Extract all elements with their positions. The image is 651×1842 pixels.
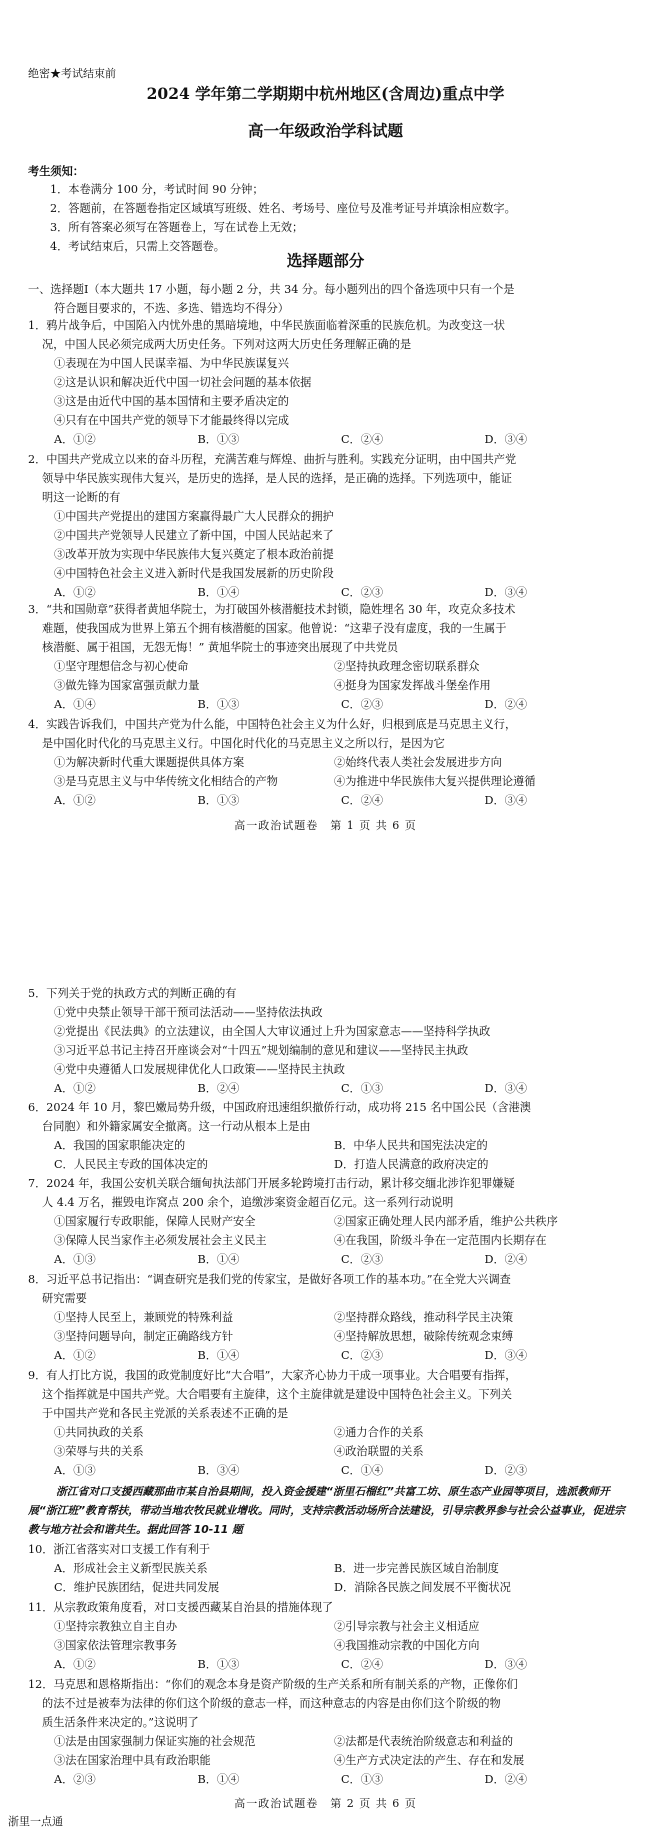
statement-option: ④中国特色社会主义进入新时代是我国发展新的历史阶段 bbox=[54, 567, 334, 580]
exam-subtitle: 高一年级政治学科试题 bbox=[247, 121, 403, 140]
statement-option: ①为解决新时代重大课题提供具体方案 bbox=[54, 756, 245, 769]
page-footer: 高一政治试题卷 第 1 页 共 6 页 bbox=[234, 819, 417, 832]
statement-option: ③是马克思主义与中华传统文化相结合的产物 bbox=[54, 775, 278, 788]
choice-b: B．①③ bbox=[197, 698, 240, 711]
choice-b: B．①④ bbox=[197, 586, 240, 599]
question-12 bbox=[28, 1675, 628, 1789]
statement-option: ④挺身为国家发挥战斗堡垒作用 bbox=[334, 679, 491, 692]
choice-a: A．①② bbox=[54, 794, 96, 807]
question-stem: 11．从宗教政策角度看，对口支援西藏某自治县的措施体现了 bbox=[28, 1601, 334, 1614]
notice-item: 1．本卷满分 100 分，考试时间 90 分钟； bbox=[50, 183, 264, 196]
question-stem: 9．有人打比方说，我国的政党制度好比“大合唱”，大家齐心协力干成一项事业。大合唱要有指挥， bbox=[28, 1369, 517, 1382]
statement-row bbox=[28, 1308, 628, 1327]
answer-row bbox=[28, 1578, 628, 1597]
choice-c: C．①④ bbox=[341, 1464, 384, 1477]
choice-c: C．人民民主专政的国体决定的 bbox=[54, 1158, 208, 1171]
question-stem: 5．下列关于党的执政方式的判断正确的有 bbox=[28, 987, 237, 1000]
statement-option: ②中国共产党领导人民建立了新中国，中国人民站起来了 bbox=[54, 529, 334, 542]
choice-c: C．②③ bbox=[341, 1253, 384, 1266]
page-footer: 高一政治试题卷 第 2 页 共 6 页 bbox=[234, 1797, 417, 1810]
question-8 bbox=[28, 1270, 628, 1365]
choice-b: B．②④ bbox=[197, 1082, 240, 1095]
answer-row bbox=[28, 1559, 628, 1578]
choice-b: B．中华人民共和国宪法决定的 bbox=[334, 1139, 488, 1152]
choice-b: B．①④ bbox=[197, 1773, 240, 1786]
choice-a: A．②③ bbox=[54, 1773, 96, 1786]
statement-option: ②这是认识和解决近代中国一切社会问题的基本依据 bbox=[54, 376, 312, 389]
statement-option: ②坚持群众路线，推动科学民主决策 bbox=[334, 1311, 514, 1324]
statement-option: ③国家依法管理宗教事务 bbox=[54, 1639, 178, 1652]
question-stem: 的法不过是被奉为法律的你们这个阶级的意志一样，而这种意志的内容是由你们这个阶级的物 bbox=[42, 1697, 501, 1710]
exam-title: 2024 学年第二学期期中杭州地区(含周边)重点中学 bbox=[146, 84, 505, 103]
answer-choices bbox=[28, 1346, 628, 1365]
section-title: 选择题部分 bbox=[286, 251, 365, 270]
watermark: 浙里一点通 bbox=[8, 1815, 63, 1828]
question-stem: 12．马克思和恩格斯指出：“你们的观念本身是资产阶级的生产关系和所有制关系的产物，正像你们 bbox=[28, 1678, 518, 1691]
question-stem: 4．实践告诉我们，中国共产党为什么能，中国特色社会主义为什么好，归根到底是马克思主义行， bbox=[28, 718, 517, 731]
question-stem: 明这一论断的有 bbox=[42, 491, 121, 504]
statement-option: ②法都是代表统治阶级意志和利益的 bbox=[334, 1735, 514, 1748]
reading-material: 浙江省对口支援西藏那曲市某自治县期间，投入资金援建“浙里石榴红”共富工坊、原生态产业园等项目，选派教师开展“浙江班”教育帮扶，带动当地农牧民就业增收。同时，支持宗教活动场所合法建设，引导宗教界参与社会公益事业，促进宗教与地方社会和谐共生。据此回答 10-11 题 bbox=[28, 1485, 625, 1536]
answer-choices bbox=[28, 791, 628, 810]
answer-choices bbox=[28, 1655, 628, 1674]
question-9 bbox=[28, 1366, 628, 1480]
statement-option: ①坚守理想信念与初心使命 bbox=[54, 660, 189, 673]
statement-row bbox=[28, 1617, 628, 1636]
question-6 bbox=[28, 1098, 628, 1174]
choice-a: A．①④ bbox=[54, 698, 96, 711]
statement-option: ④政治联盟的关系 bbox=[334, 1445, 424, 1458]
choice-a: A．形成社会主义新型民族关系 bbox=[54, 1562, 208, 1575]
statement-option: ④我国推动宗教的中国化方向 bbox=[334, 1639, 480, 1652]
choice-d: D．打造人民满意的政府决定的 bbox=[334, 1158, 489, 1171]
section-intro-line: 一、选择题Ⅰ（本大题共 17 小题，每小题 2 分，共 34 分。每小题列出的四个备选项中只有一个是 bbox=[28, 283, 515, 296]
choice-a: A．①③ bbox=[54, 1253, 96, 1266]
statement-row bbox=[28, 1732, 628, 1751]
question-11 bbox=[28, 1598, 628, 1674]
choice-b: B．①④ bbox=[197, 1349, 240, 1362]
question-stem: 于中国共产党和各民主党派的关系表述不正确的是 bbox=[42, 1407, 289, 1420]
question-stem: 研究需要 bbox=[42, 1292, 87, 1305]
choice-c: C．维护民族团结，促进共同发展 bbox=[54, 1581, 220, 1594]
question-stem: 难题，使我国成为世界上第五个拥有核潜艇的国家。他曾说：“这辈子没有虚度，我的一生属于 bbox=[42, 622, 507, 635]
answer-row bbox=[28, 1136, 628, 1155]
choice-d: D．③④ bbox=[484, 433, 528, 446]
question-stem: 核潜艇、属于祖国，无怨无悔！” 黄旭华院士的事迹突出展现了中共党员 bbox=[42, 641, 399, 654]
statement-row bbox=[28, 1751, 628, 1770]
choice-d: D．③④ bbox=[484, 1082, 528, 1095]
statement-option: ③这是由近代中国的基本国情和主要矛盾决定的 bbox=[54, 395, 289, 408]
statement-option: ③保障人民当家作主必须发展社会主义民主 bbox=[54, 1234, 267, 1247]
statement-option: ③习近平总书记主持召开座谈会对“十四五”规划编制的意见和建议——坚持民主执政 bbox=[54, 1044, 469, 1057]
statement-row bbox=[28, 676, 628, 695]
statement-option: ②引导宗教与社会主义相适应 bbox=[334, 1620, 480, 1633]
statement-option: ①中国共产党提出的建国方案赢得最广大人民群众的拥护 bbox=[54, 510, 334, 523]
statement-option: ②坚持执政理念密切联系群众 bbox=[334, 660, 480, 673]
question-stem: 2．中国共产党成立以来的奋斗历程，充满苦难与辉煌、曲折与胜利。实践充分证明，由中国共产党 bbox=[28, 453, 517, 466]
choice-d: D．③④ bbox=[484, 794, 528, 807]
answer-row bbox=[28, 1155, 628, 1174]
question-stem: 8．习近平总书记指出：“调查研究是我们党的传家宝，是做好各项工作的基本功。”在全党大兴调查 bbox=[28, 1273, 511, 1286]
statement-option: ①坚持人民至上，兼顾党的特殊利益 bbox=[54, 1311, 234, 1324]
statement-row bbox=[28, 1212, 628, 1231]
statement-row bbox=[28, 772, 628, 791]
statement-option: ③改革开放为实现中华民族伟大复兴奠定了根本政治前提 bbox=[54, 548, 334, 561]
statement-option: ④只有在中国共产党的领导下才能最终得以完成 bbox=[54, 414, 289, 427]
statement-row bbox=[28, 1442, 628, 1461]
question-4 bbox=[28, 715, 628, 810]
question-stem: 这个指挥就是中国共产党。大合唱要有主旋律，这个主旋律就是建设中国特色社会主义。下列关 bbox=[42, 1388, 512, 1401]
question-5 bbox=[28, 984, 628, 1098]
choice-a: A．①② bbox=[54, 1082, 96, 1095]
section-intro bbox=[28, 280, 628, 318]
statement-option: ④生产方式决定法的产生、存在和发展 bbox=[334, 1754, 525, 1767]
choice-a: A．①② bbox=[54, 1658, 96, 1671]
choice-c: C．②④ bbox=[341, 1658, 384, 1671]
answer-choices bbox=[28, 430, 628, 449]
statement-row bbox=[28, 1636, 628, 1655]
choice-d: D．②④ bbox=[484, 698, 528, 711]
statement-option: ③荣辱与共的关系 bbox=[54, 1445, 144, 1458]
statement-option: ④坚持解放思想，破除传统观念束缚 bbox=[334, 1330, 514, 1343]
question-7 bbox=[28, 1174, 628, 1269]
statement-option: ②党提出《民法典》的立法建议，由全国人大审议通过上升为国家意志——坚持科学执政 bbox=[54, 1025, 491, 1038]
statement-row bbox=[28, 1327, 628, 1346]
question-stem: 人 4.4 万名，摧毁电诈窝点 200 余个，追缴涉案资金超百亿元。这一系列行动说明 bbox=[42, 1196, 454, 1209]
choice-d: D．②③ bbox=[484, 1464, 528, 1477]
answer-choices bbox=[28, 1770, 628, 1789]
statement-option: ②国家正确处理人民内部矛盾，维护公共秩序 bbox=[334, 1215, 558, 1228]
statement-option: ①共同执政的关系 bbox=[54, 1426, 144, 1439]
choice-a: A．我国的国家职能决定的 bbox=[54, 1139, 186, 1152]
choice-d: D．②④ bbox=[484, 1253, 528, 1266]
statement-option: ①党中央禁止领导干部干预司法活动——坚持依法执政 bbox=[54, 1006, 323, 1019]
question-stem: 质生活条件来决定的。”这说明了 bbox=[42, 1716, 199, 1729]
question-stem: 3．“共和国勋章”获得者黄旭华院士，为打破国外核潜艇技术封锁，隐姓埋名 30 年，攻克众多技术 bbox=[28, 603, 516, 616]
question-stem: 台同胞）和外籍家属安全撤离。这一行动从根本上是由 bbox=[42, 1120, 311, 1133]
choice-b: B．①③ bbox=[197, 433, 240, 446]
choice-c: C．②③ bbox=[341, 1349, 384, 1362]
choice-b: B．进一步完善民族区域自治制度 bbox=[334, 1562, 499, 1575]
notice-item: 2．答题前，在答题卷指定区域填写班级、姓名、考场号、座位号及准考证号并填涂相应数字。 bbox=[50, 202, 516, 215]
secret-label: 绝密★考试结束前 bbox=[28, 67, 116, 80]
question-stem: 10．浙江省落实对口支援工作有利于 bbox=[28, 1543, 211, 1556]
statement-option: ③法在国家治理中具有政治职能 bbox=[54, 1754, 211, 1767]
statement-row bbox=[28, 657, 628, 676]
choice-c: C．②④ bbox=[341, 794, 384, 807]
statement-option: ①表现在为中国人民谋幸福、为中华民族谋复兴 bbox=[54, 357, 289, 370]
question-stem: 1．鸦片战争后，中国陷入内忧外患的黑暗境地，中华民族面临着深重的民族危机。为改变这一状 bbox=[28, 319, 505, 332]
notice-heading: 考生须知： bbox=[28, 164, 84, 178]
statement-option: ④党中央遵循人口发展规律优化人口政策——坚持民主执政 bbox=[54, 1063, 345, 1076]
notice-item: 4．考试结束后，只需上交答题卷。 bbox=[50, 240, 225, 253]
statement-option: ④在我国，阶级斗争在一定范围内长期存在 bbox=[334, 1234, 547, 1247]
question-stem: 况，中国人民必须完成两大历史任务。下列对这两大历史任务理解正确的是 bbox=[42, 338, 412, 351]
statement-option: ①国家履行专政职能，保障人民财产安全 bbox=[54, 1215, 256, 1228]
choice-b: B．①③ bbox=[197, 794, 240, 807]
section-intro-line: 符合题目要求的，不选、多选、错选均不得分） bbox=[54, 302, 289, 315]
choice-c: C．②③ bbox=[341, 586, 384, 599]
question-stem: 7．2024 年，我国公安机关联合缅甸执法部门开展多轮跨境打击行动，累计移交缅北涉诈犯罪嫌疑 bbox=[28, 1177, 515, 1190]
question-3 bbox=[28, 600, 628, 714]
choice-c: C．②③ bbox=[341, 698, 384, 711]
choice-d: D．③④ bbox=[484, 1658, 528, 1671]
choice-a: A．①③ bbox=[54, 1464, 96, 1477]
choice-c: C．②④ bbox=[341, 433, 384, 446]
statement-option: ①法是由国家强制力保证实施的社会规范 bbox=[54, 1735, 256, 1748]
choice-b: B．①④ bbox=[197, 1253, 240, 1266]
question-10 bbox=[28, 1540, 628, 1597]
choice-d: D．②④ bbox=[484, 1773, 528, 1786]
choice-b: B．③④ bbox=[197, 1464, 240, 1477]
answer-choices bbox=[28, 1079, 628, 1098]
question-stem: 领导中华民族实现伟大复兴，是历史的选择，是人民的选择，是正确的选择。下列选项中，能证 bbox=[42, 472, 512, 485]
question-stem: 6．2024 年 10 月，黎巴嫩局势升级，中国政府迅速组织撤侨行动，成功将 215 名中国公民（含港澳 bbox=[28, 1101, 531, 1114]
choice-d: D．③④ bbox=[484, 1349, 528, 1362]
statement-row bbox=[28, 1423, 628, 1442]
choice-d: D．③④ bbox=[484, 586, 528, 599]
statement-option: ③坚持问题导向，制定正确路线方针 bbox=[54, 1330, 234, 1343]
choice-d: D．消除各民族之间发展不平衡状况 bbox=[334, 1581, 511, 1594]
statement-option: ④为推进中华民族伟大复兴提供理论遵循 bbox=[334, 775, 536, 788]
choice-a: A．①② bbox=[54, 1349, 96, 1362]
statement-row bbox=[28, 1231, 628, 1250]
statement-row bbox=[28, 753, 628, 772]
statement-option: ③做先锋为国家富强贡献力量 bbox=[54, 679, 200, 692]
choice-a: A．①② bbox=[54, 433, 96, 446]
question-2 bbox=[28, 450, 628, 602]
statement-option: ②始终代表人类社会发展进步方向 bbox=[334, 756, 502, 769]
statement-option: ①坚持宗教独立自主自办 bbox=[54, 1620, 178, 1633]
question-stem: 是中国化时代化的马克思主义行。中国化时代化的马克思主义之所以行，是因为它 bbox=[42, 737, 445, 750]
choice-c: C．①③ bbox=[341, 1082, 384, 1095]
choice-b: B．①③ bbox=[197, 1658, 240, 1671]
choice-a: A．①② bbox=[54, 586, 96, 599]
notice-item: 3．所有答案必须写在答题卷上，写在试卷上无效； bbox=[50, 221, 304, 234]
notice-list bbox=[28, 180, 628, 256]
choice-c: C．①③ bbox=[341, 1773, 384, 1786]
answer-choices bbox=[28, 1461, 628, 1480]
answer-choices bbox=[28, 1250, 628, 1269]
question-1 bbox=[28, 316, 628, 449]
answer-choices bbox=[28, 695, 628, 714]
statement-option: ②通力合作的关系 bbox=[334, 1426, 424, 1439]
